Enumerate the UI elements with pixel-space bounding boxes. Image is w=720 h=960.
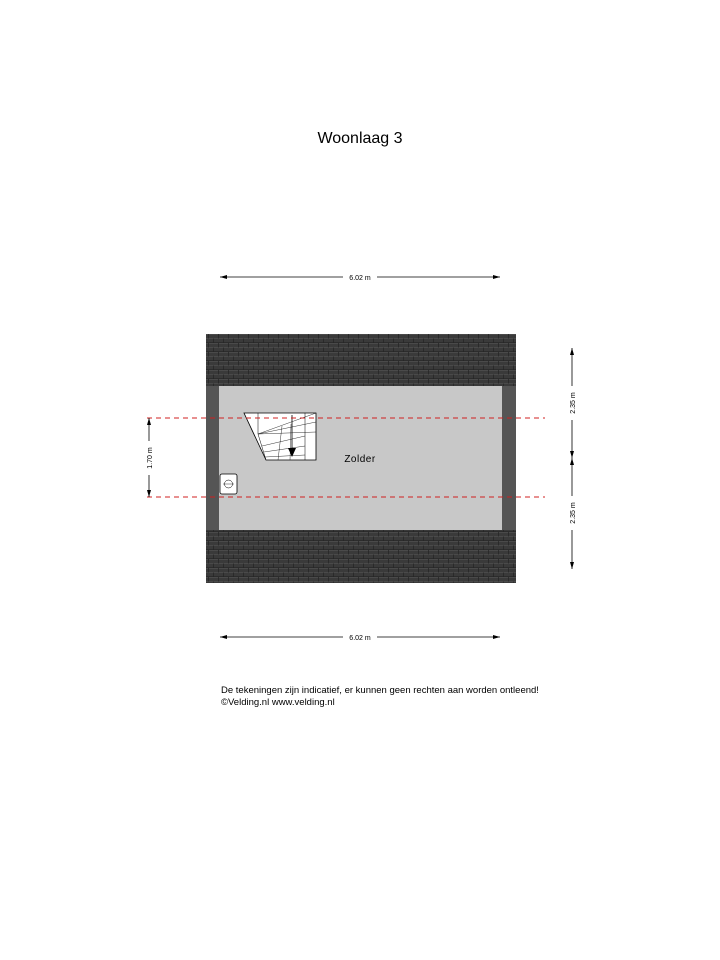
wall-right xyxy=(502,386,516,530)
dimension-bottom-label: 6.02 m xyxy=(349,635,371,642)
dimension-left-label: 1.70 m xyxy=(147,447,154,469)
page-title: Woonlaag 3 xyxy=(317,130,403,147)
dimension-right-upper xyxy=(567,348,577,458)
dimension-left-height xyxy=(144,418,154,497)
credit-text: ©Velding.nl www.velding.nl xyxy=(221,697,335,708)
roof-bottom xyxy=(206,530,516,583)
footer xyxy=(221,685,539,709)
wall-left xyxy=(206,386,219,530)
dimension-right-lower-label: 2.35 m xyxy=(570,502,577,524)
roof-top xyxy=(206,334,516,386)
dimension-top-label: 6.02 m xyxy=(349,275,371,282)
dimension-bottom-width xyxy=(220,632,500,642)
disclaimer-text: De tekeningen zijn indicatief, er kunnen geen rechten aan worden ontleend! xyxy=(221,685,539,696)
room-label-zolder: Zolder xyxy=(344,454,376,465)
dimension-top-width xyxy=(220,272,500,282)
boiler-unit xyxy=(220,474,237,494)
dimension-right-upper-label: 2.35 m xyxy=(570,392,577,414)
dimension-right-lower xyxy=(567,458,577,569)
